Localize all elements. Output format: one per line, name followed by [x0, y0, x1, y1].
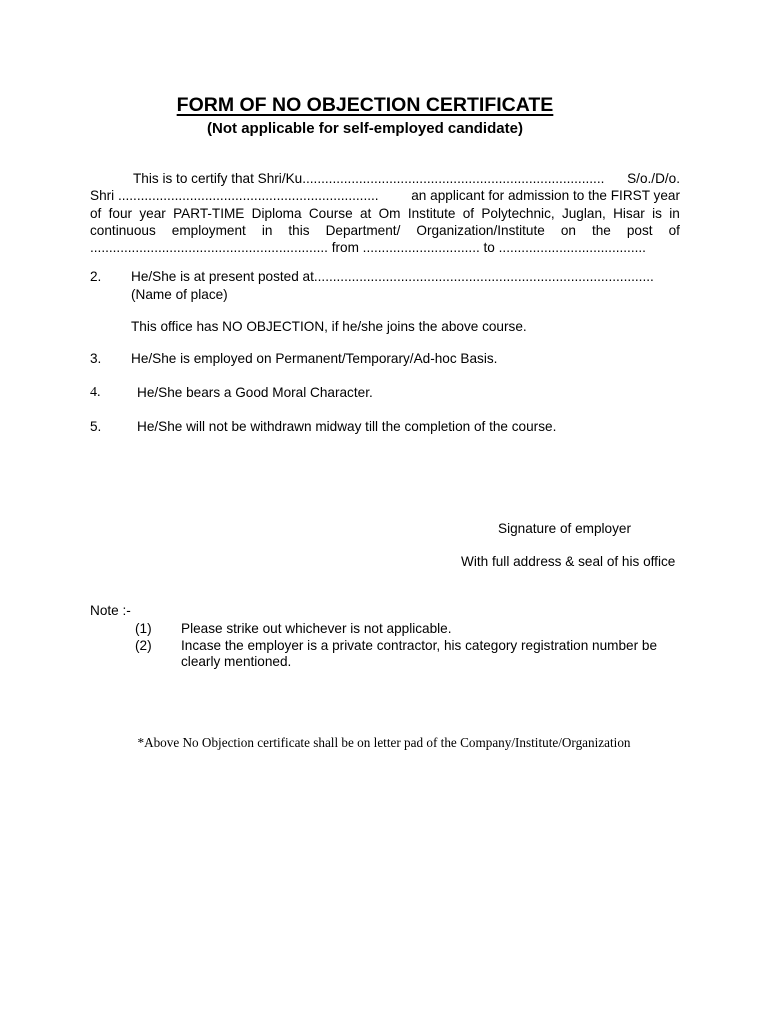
word: Om [378, 205, 401, 221]
certify-line-1-end: S/o./D/o. [627, 171, 680, 186]
certify-line-2-end: an applicant for admission to the FIRST year [411, 188, 680, 204]
item-2-text: He/She is at present posted at.......................................................................................... [131, 269, 654, 284]
word: Department/ [325, 222, 401, 238]
note-1-number: (1) [135, 621, 152, 636]
word: post [626, 222, 653, 238]
footer-note [0, 735, 770, 751]
word: Hisar [613, 205, 645, 221]
certify-line-2 [90, 187, 680, 204]
document-title: FORM OF NO OBJECTION CERTIFICATE [176, 94, 554, 116]
word: in [669, 205, 680, 221]
word: Institute [407, 205, 456, 221]
certify-line-5 [90, 239, 680, 256]
certify-line-2-start: Shri ..................................................................... [90, 188, 379, 204]
word: this [288, 222, 310, 238]
note-label: Note :- [90, 603, 131, 618]
note-2-text: Incase the employer is a private contractor, his category registration number be [181, 638, 658, 653]
certify-line-4 [90, 222, 680, 239]
note-2-continuation: clearly mentioned. [181, 654, 292, 669]
word: four [108, 205, 133, 221]
certify-paragraph [90, 170, 680, 256]
certify-line-1-start: This is to certify that Shri/Ku................................................................................ [133, 171, 605, 186]
word: the [591, 222, 611, 238]
certify-line-1 [90, 170, 680, 187]
word: at [359, 205, 372, 221]
no-objection-statement: This office has NO OBJECTION, if he/she joins the above course. [131, 319, 527, 334]
word: on [560, 222, 576, 238]
certify-line-5-text: ............................................................... from ............................... to ....................................... [90, 240, 646, 256]
word: year [139, 205, 166, 221]
document-subtitle: (Not applicable for self-employed candidate) [207, 120, 523, 137]
word: Course [308, 205, 353, 221]
item-4-text: He/She bears a Good Moral Character. [137, 385, 373, 400]
signature-address-label: With full address & seal of his office [461, 554, 676, 569]
word: PART-TIME [173, 205, 245, 221]
item-3-text: He/She is employed on Permanent/Temporary/Ad-hoc Basis. [131, 351, 498, 366]
word: is [652, 205, 662, 221]
item-2-number: 2. [90, 269, 102, 284]
certify-line-3 [90, 205, 680, 222]
word: continuous [90, 222, 156, 238]
item-5-number: 5. [90, 419, 102, 434]
word: Diploma [251, 205, 302, 221]
item-5-text: He/She will not be withdrawn midway till the completion of the course. [137, 419, 557, 434]
footer-note-text: *Above No Objection certificate shall be on letter pad of the Company/Institute/Organization [137, 735, 631, 750]
word: Polytechnic, [481, 205, 555, 221]
note-2-number: (2) [135, 638, 152, 653]
word: employment [171, 222, 246, 238]
word: of [90, 205, 102, 221]
item-2-sublabel: (Name of place) [131, 287, 228, 302]
item-4-number: 4. [90, 385, 101, 400]
word: of [462, 205, 475, 221]
word: Organization/Institute [416, 222, 545, 238]
note-1-text: Please strike out whichever is not applicable. [181, 621, 452, 636]
word: of [668, 222, 680, 238]
item-3-number: 3. [90, 351, 102, 366]
word: in [261, 222, 273, 238]
signature-label: Signature of employer [498, 521, 631, 536]
word: Juglan, [561, 205, 606, 221]
